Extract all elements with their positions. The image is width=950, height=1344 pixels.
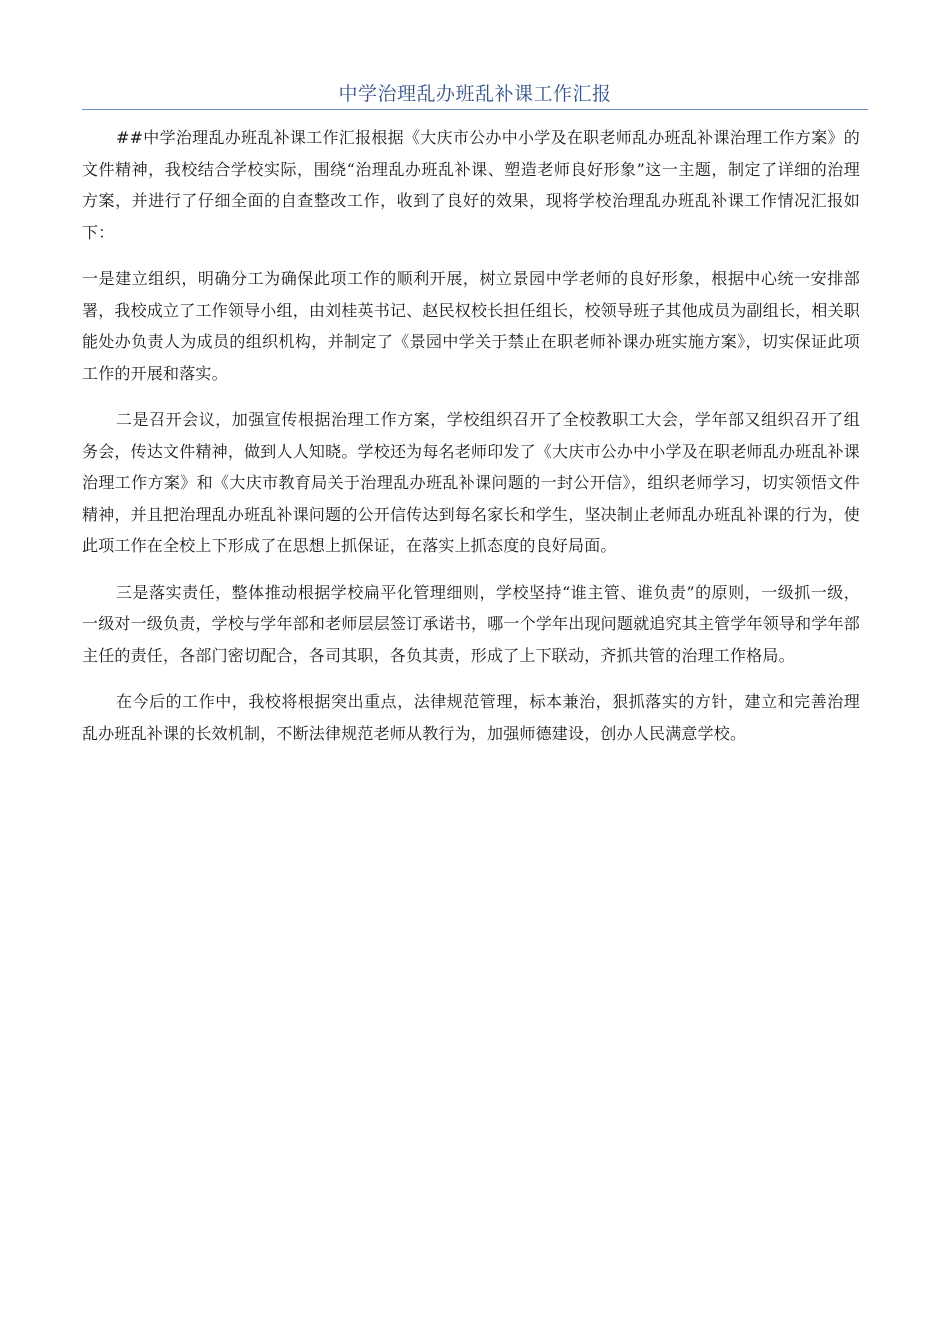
paragraph-future-work: 在今后的工作中，我校将根据突出重点，法律规范管理，标本兼治，狠抓落实的方针，建立和完善治理乱办班乱补课的长效机制，不断法律规范老师从教行为，加强师德建设，创办人民满意学校。 <box>82 692 860 743</box>
document-title: 中学治理乱办班乱补课工作汇报 <box>338 83 612 105</box>
paragraph-meetings: 二是召开会议，加强宣传根据治理工作方案，学校组织召开了全校教职工大会，学年部又组织召开了组务会，传达文件精神，做到人人知晓。学校还为每名老师印发了《大庆市公办中小学及在职老师乱办班乱补课治理工作方案》和《大庆市教育局关于治理乱办班乱补课问题的一封公开信》，组织老师学习，切实领悟文件精神，并且把治理乱办班乱补课问题的公开信传达到每名家长和学生，坚决制止老师乱办班乱补课的行为，使此项工作在全校上下形成了在思想上抓保证，在落实上抓态度的良好局面。 <box>82 410 860 555</box>
paragraph-intro: ##中学治理乱办班乱补课工作汇报根据《大庆市公办中小学及在职老师乱办班乱补课治理工作方案》的文件精神，我校结合学校实际，围绕“治理乱办班乱补课、塑造老师良好形象”这一主题，制定了详细的治理方案，并进行了仔细全面的自查整改工作，收到了良好的效果，现将学校治理乱办班乱补课工作情况汇报如下： <box>82 128 860 242</box>
title-underline-rule <box>82 109 868 110</box>
paragraph-responsibility: 三是落实责任，整体推动根据学校扁平化管理细则，学校坚持“谁主管、谁负责”的原则，一级抓一级，一级对一级负责，学校与学年部和老师层层签订承诺书，哪一个学年出现问题就追究其主管学年领导和学年部主任的责任，各部门密切配合，各司其职，各负其责，形成了上下联动，齐抓共管的治理工作格局。 <box>82 582 860 665</box>
paragraph-organization: 一是建立组织，明确分工为确保此项工作的顺利开展，树立景园中学老师的良好形象，根据中心统一安排部署，我校成立了工作领导小组，由刘桂英书记、赵民权校长担任组长，校领导班子其他成员为副组长，相关职能处办负责人为成员的组织机构，并制定了《景园中学关于禁止在职老师补课办班实施方案》，切实保证此项工作的开展和落实。 <box>82 269 860 383</box>
document-body <box>82 122 860 764</box>
